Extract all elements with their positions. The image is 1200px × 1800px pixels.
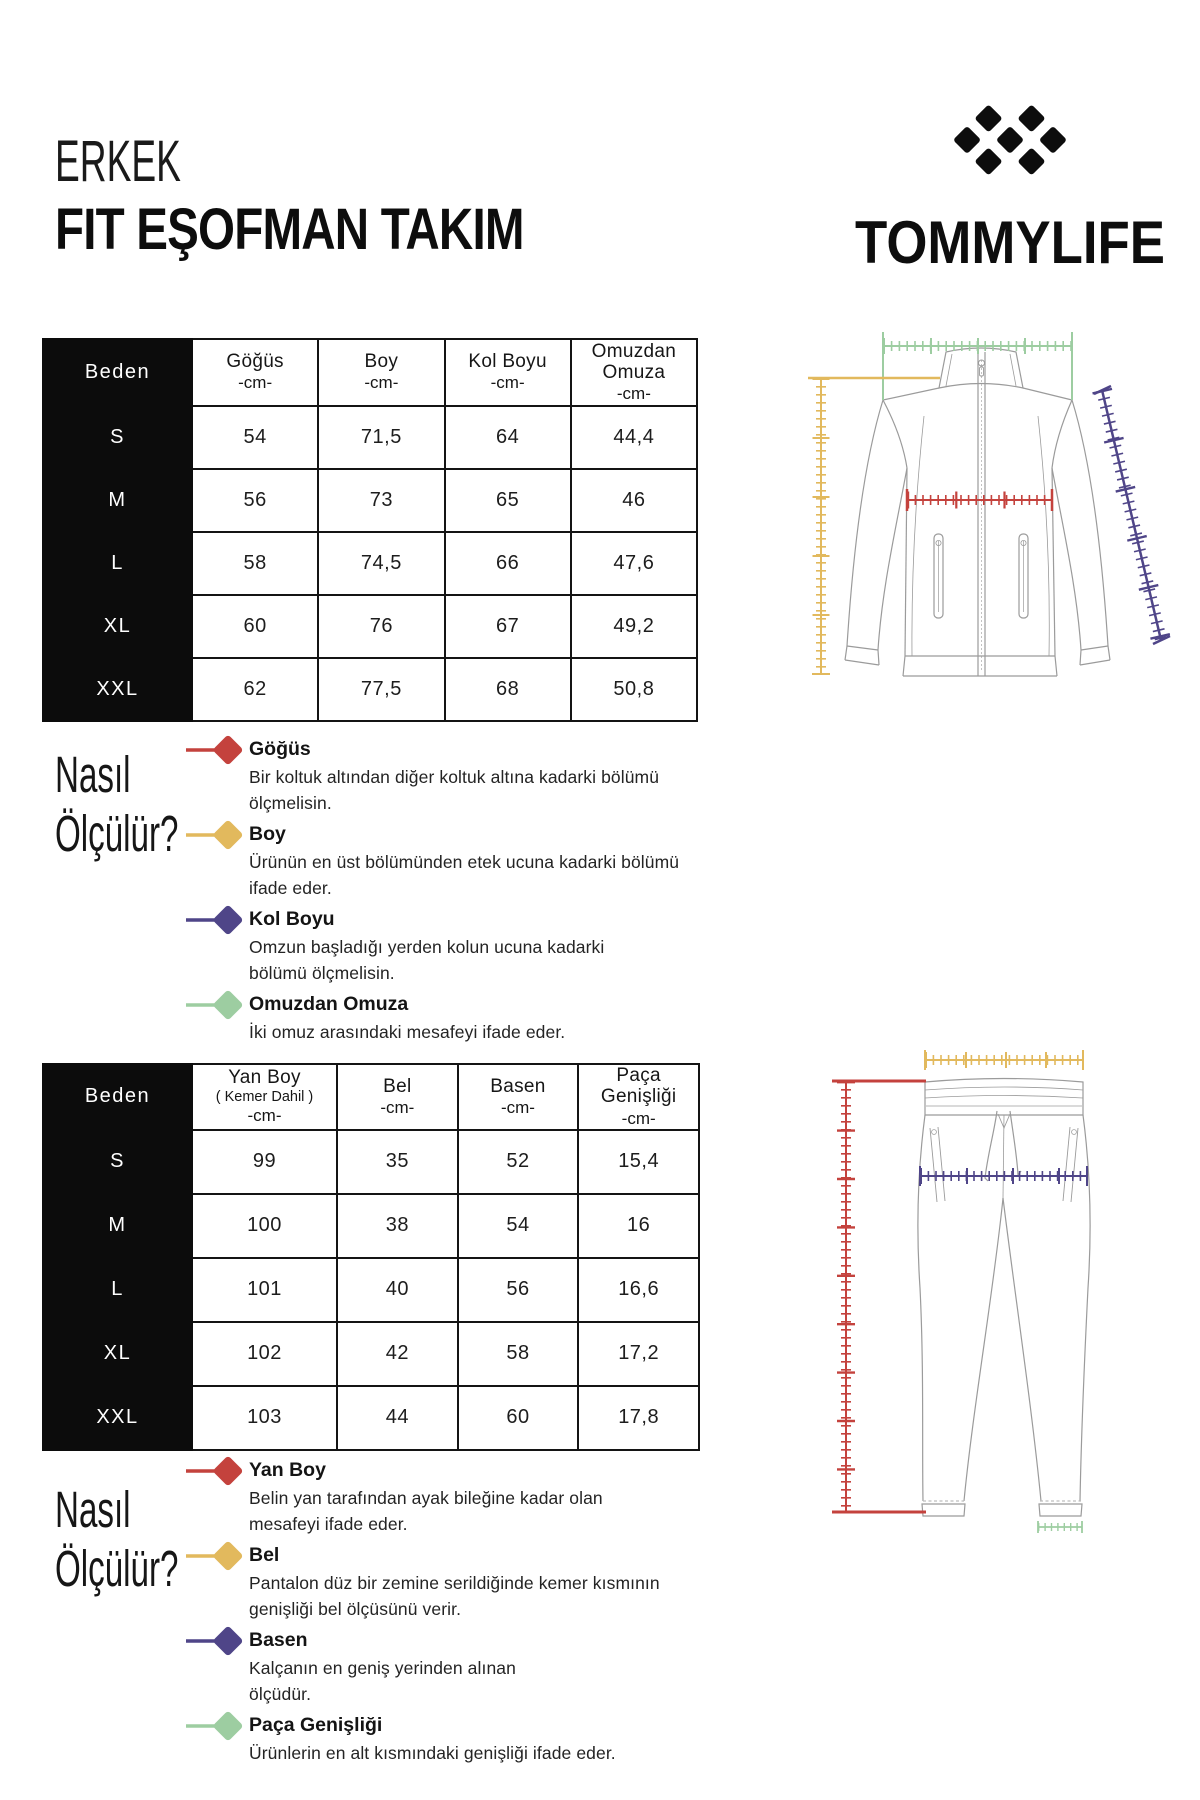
measure-column-header: Bel -cm- (337, 1064, 458, 1130)
size-row (43, 1322, 699, 1386)
size-column-header: Beden (43, 1064, 192, 1130)
measure-value: 60 (458, 1386, 579, 1450)
measure-column-header: Kol Boyu -cm- (445, 339, 571, 406)
page-title (55, 129, 627, 262)
measure-diamond-icon (185, 734, 245, 766)
measure-name: Göğüs (249, 738, 311, 760)
measure-legend-item (185, 1628, 705, 1707)
measure-value: 16,6 (578, 1258, 699, 1322)
measure-diamond-icon (185, 904, 245, 936)
measure-value: 100 (192, 1194, 337, 1258)
measure-diamond-icon (185, 1625, 245, 1657)
measure-diamond-icon (185, 819, 245, 851)
measure-column-header: Boy -cm- (318, 339, 444, 406)
measure-value: 16 (578, 1194, 699, 1258)
measure-diamond-icon (185, 1455, 245, 1487)
size-row (43, 469, 697, 532)
measure-description: Bir koltuk altından diğer koltuk altına kadarki bölümü ölçmelisin. (249, 767, 660, 813)
measure-legend-item (185, 992, 705, 1046)
measure-description: Pantalon düz bir zemine serildiğinde kemer kısmının genişliği bel ölçüsünü verir. (249, 1573, 660, 1619)
measure-diamond-icon (185, 1540, 245, 1572)
measure-column-header: Basen -cm- (458, 1064, 579, 1130)
measure-name: Kol Boyu (249, 908, 335, 930)
size-label: L (43, 1258, 192, 1322)
measure-description: Belin yan tarafından ayak bileğine kadar olan mesafeyi ifade eder. (249, 1488, 603, 1534)
side-length-ruler (832, 1081, 926, 1512)
measure-value: 68 (445, 658, 571, 721)
pants-table-header-row (43, 1064, 699, 1130)
measure-value: 56 (458, 1258, 579, 1322)
measure-name: Bel (249, 1544, 280, 1566)
size-row (43, 1130, 699, 1194)
jacket-drawing (845, 348, 1110, 676)
size-row (43, 1258, 699, 1322)
measure-description: Ürünün en üst bölümünden etek ucuna kadarki bölümü ifade eder. (249, 852, 680, 898)
measure-value: 17,2 (578, 1322, 699, 1386)
measure-value: 54 (192, 406, 318, 469)
pants-drawing (918, 1079, 1090, 1517)
category-title: ERKEK (55, 129, 181, 194)
product-title: FIT EŞOFMAN TAKIM (55, 197, 524, 262)
measure-value: 60 (192, 595, 318, 658)
measure-description: Ürünlerin en alt kısmındaki genişliği ifade eder. (249, 1743, 616, 1763)
measure-value: 62 (192, 658, 318, 721)
measure-column-header: Paça Genişliği -cm- (578, 1064, 699, 1130)
measure-value: 74,5 (318, 532, 444, 595)
length-ruler (808, 378, 940, 674)
size-label: M (43, 1194, 192, 1258)
measure-value: 49,2 (571, 595, 697, 658)
measure-value: 67 (445, 595, 571, 658)
measure-value: 58 (192, 532, 318, 595)
how-to-measure-line2: Ölçülür? (55, 1540, 179, 1597)
measure-value: 44 (337, 1386, 458, 1450)
jacket-measure-legend (185, 737, 705, 1052)
measure-value: 101 (192, 1258, 337, 1322)
measure-value: 73 (318, 469, 444, 532)
size-column-header: Beden (43, 339, 192, 406)
measure-name: Basen (249, 1629, 308, 1651)
how-to-measure-heading (55, 1480, 178, 1598)
measure-value: 99 (192, 1130, 337, 1194)
size-row (43, 406, 697, 469)
chest-ruler (907, 489, 1052, 511)
measure-value: 50,8 (571, 658, 697, 721)
measure-legend-item (185, 822, 705, 901)
size-label: S (43, 1130, 192, 1194)
measure-value: 44,4 (571, 406, 697, 469)
measure-value: 64 (445, 406, 571, 469)
measure-legend-item (185, 1458, 705, 1537)
measure-value: 58 (458, 1322, 579, 1386)
how-to-measure-line2: Ölçülür? (55, 805, 179, 862)
measure-value: 38 (337, 1194, 458, 1258)
measure-legend-item (185, 907, 705, 986)
measure-name: Yan Boy (249, 1459, 326, 1481)
measure-value: 56 (192, 469, 318, 532)
measure-value: 52 (458, 1130, 579, 1194)
measure-legend-item (185, 737, 705, 816)
pants-size-table (42, 1063, 700, 1451)
measure-value: 35 (337, 1130, 458, 1194)
measure-description: Kalçanın en geniş yerinden alınan ölçüdür. (249, 1658, 516, 1704)
jacket-diagram (700, 288, 1200, 698)
measure-name: Boy (249, 823, 286, 845)
size-row (43, 1194, 699, 1258)
measure-diamond-icon (185, 1710, 245, 1742)
measure-legend-item (185, 1713, 705, 1767)
measure-value: 66 (445, 532, 571, 595)
measure-value: 40 (337, 1258, 458, 1322)
leg-opening-ruler (1038, 1521, 1082, 1533)
brand-block (815, 95, 1200, 277)
measure-diamond-icon (185, 989, 245, 1021)
how-to-measure-heading (55, 745, 178, 863)
measure-value: 15,4 (578, 1130, 699, 1194)
measure-value: 76 (318, 595, 444, 658)
jacket-size-table (42, 338, 698, 722)
measure-value: 17,8 (578, 1386, 699, 1450)
tommylife-diamonds-logo-icon (942, 95, 1078, 185)
how-to-measure-line1: Nasıl (55, 746, 131, 803)
measure-column-header: Yan Boy ( Kemer Dahil ) -cm- (192, 1064, 337, 1130)
measure-column-header: Göğüs -cm- (192, 339, 318, 406)
size-label: XL (43, 1322, 192, 1386)
size-row (43, 658, 697, 721)
pants-diagram (700, 1018, 1160, 1548)
measure-value: 103 (192, 1386, 337, 1450)
size-label: L (43, 532, 192, 595)
size-row (43, 595, 697, 658)
measure-value: 42 (337, 1322, 458, 1386)
how-to-measure-line1: Nasıl (55, 1481, 131, 1538)
size-label: XXL (43, 1386, 192, 1450)
measure-value: 47,6 (571, 532, 697, 595)
measure-description: Omzun başladığı yerden kolun ucuna kadarki bölümü ölçmelisin. (249, 937, 605, 983)
measure-value: 54 (458, 1194, 579, 1258)
jacket-table-header-row (43, 339, 697, 406)
size-row (43, 532, 697, 595)
measure-value: 65 (445, 469, 571, 532)
measure-value: 46 (571, 469, 697, 532)
pants-measure-legend (185, 1458, 705, 1773)
measure-column-header: Omuzdan Omuza -cm- (571, 339, 697, 406)
measure-name: Omuzdan Omuza (249, 993, 409, 1015)
brand-name: TOMMYLIFE (855, 209, 1165, 276)
measure-legend-item (185, 1543, 705, 1622)
size-row (43, 1386, 699, 1450)
measure-description: İki omuz arasındaki mesafeyi ifade eder. (249, 1022, 566, 1042)
size-label: XXL (43, 658, 192, 721)
size-label: M (43, 469, 192, 532)
waist-ruler (925, 1050, 1083, 1070)
measure-name: Paça Genişliği (249, 1714, 383, 1736)
measure-value: 71,5 (318, 406, 444, 469)
measure-value: 77,5 (318, 658, 444, 721)
size-label: XL (43, 595, 192, 658)
measure-value: 102 (192, 1322, 337, 1386)
size-label: S (43, 406, 192, 469)
